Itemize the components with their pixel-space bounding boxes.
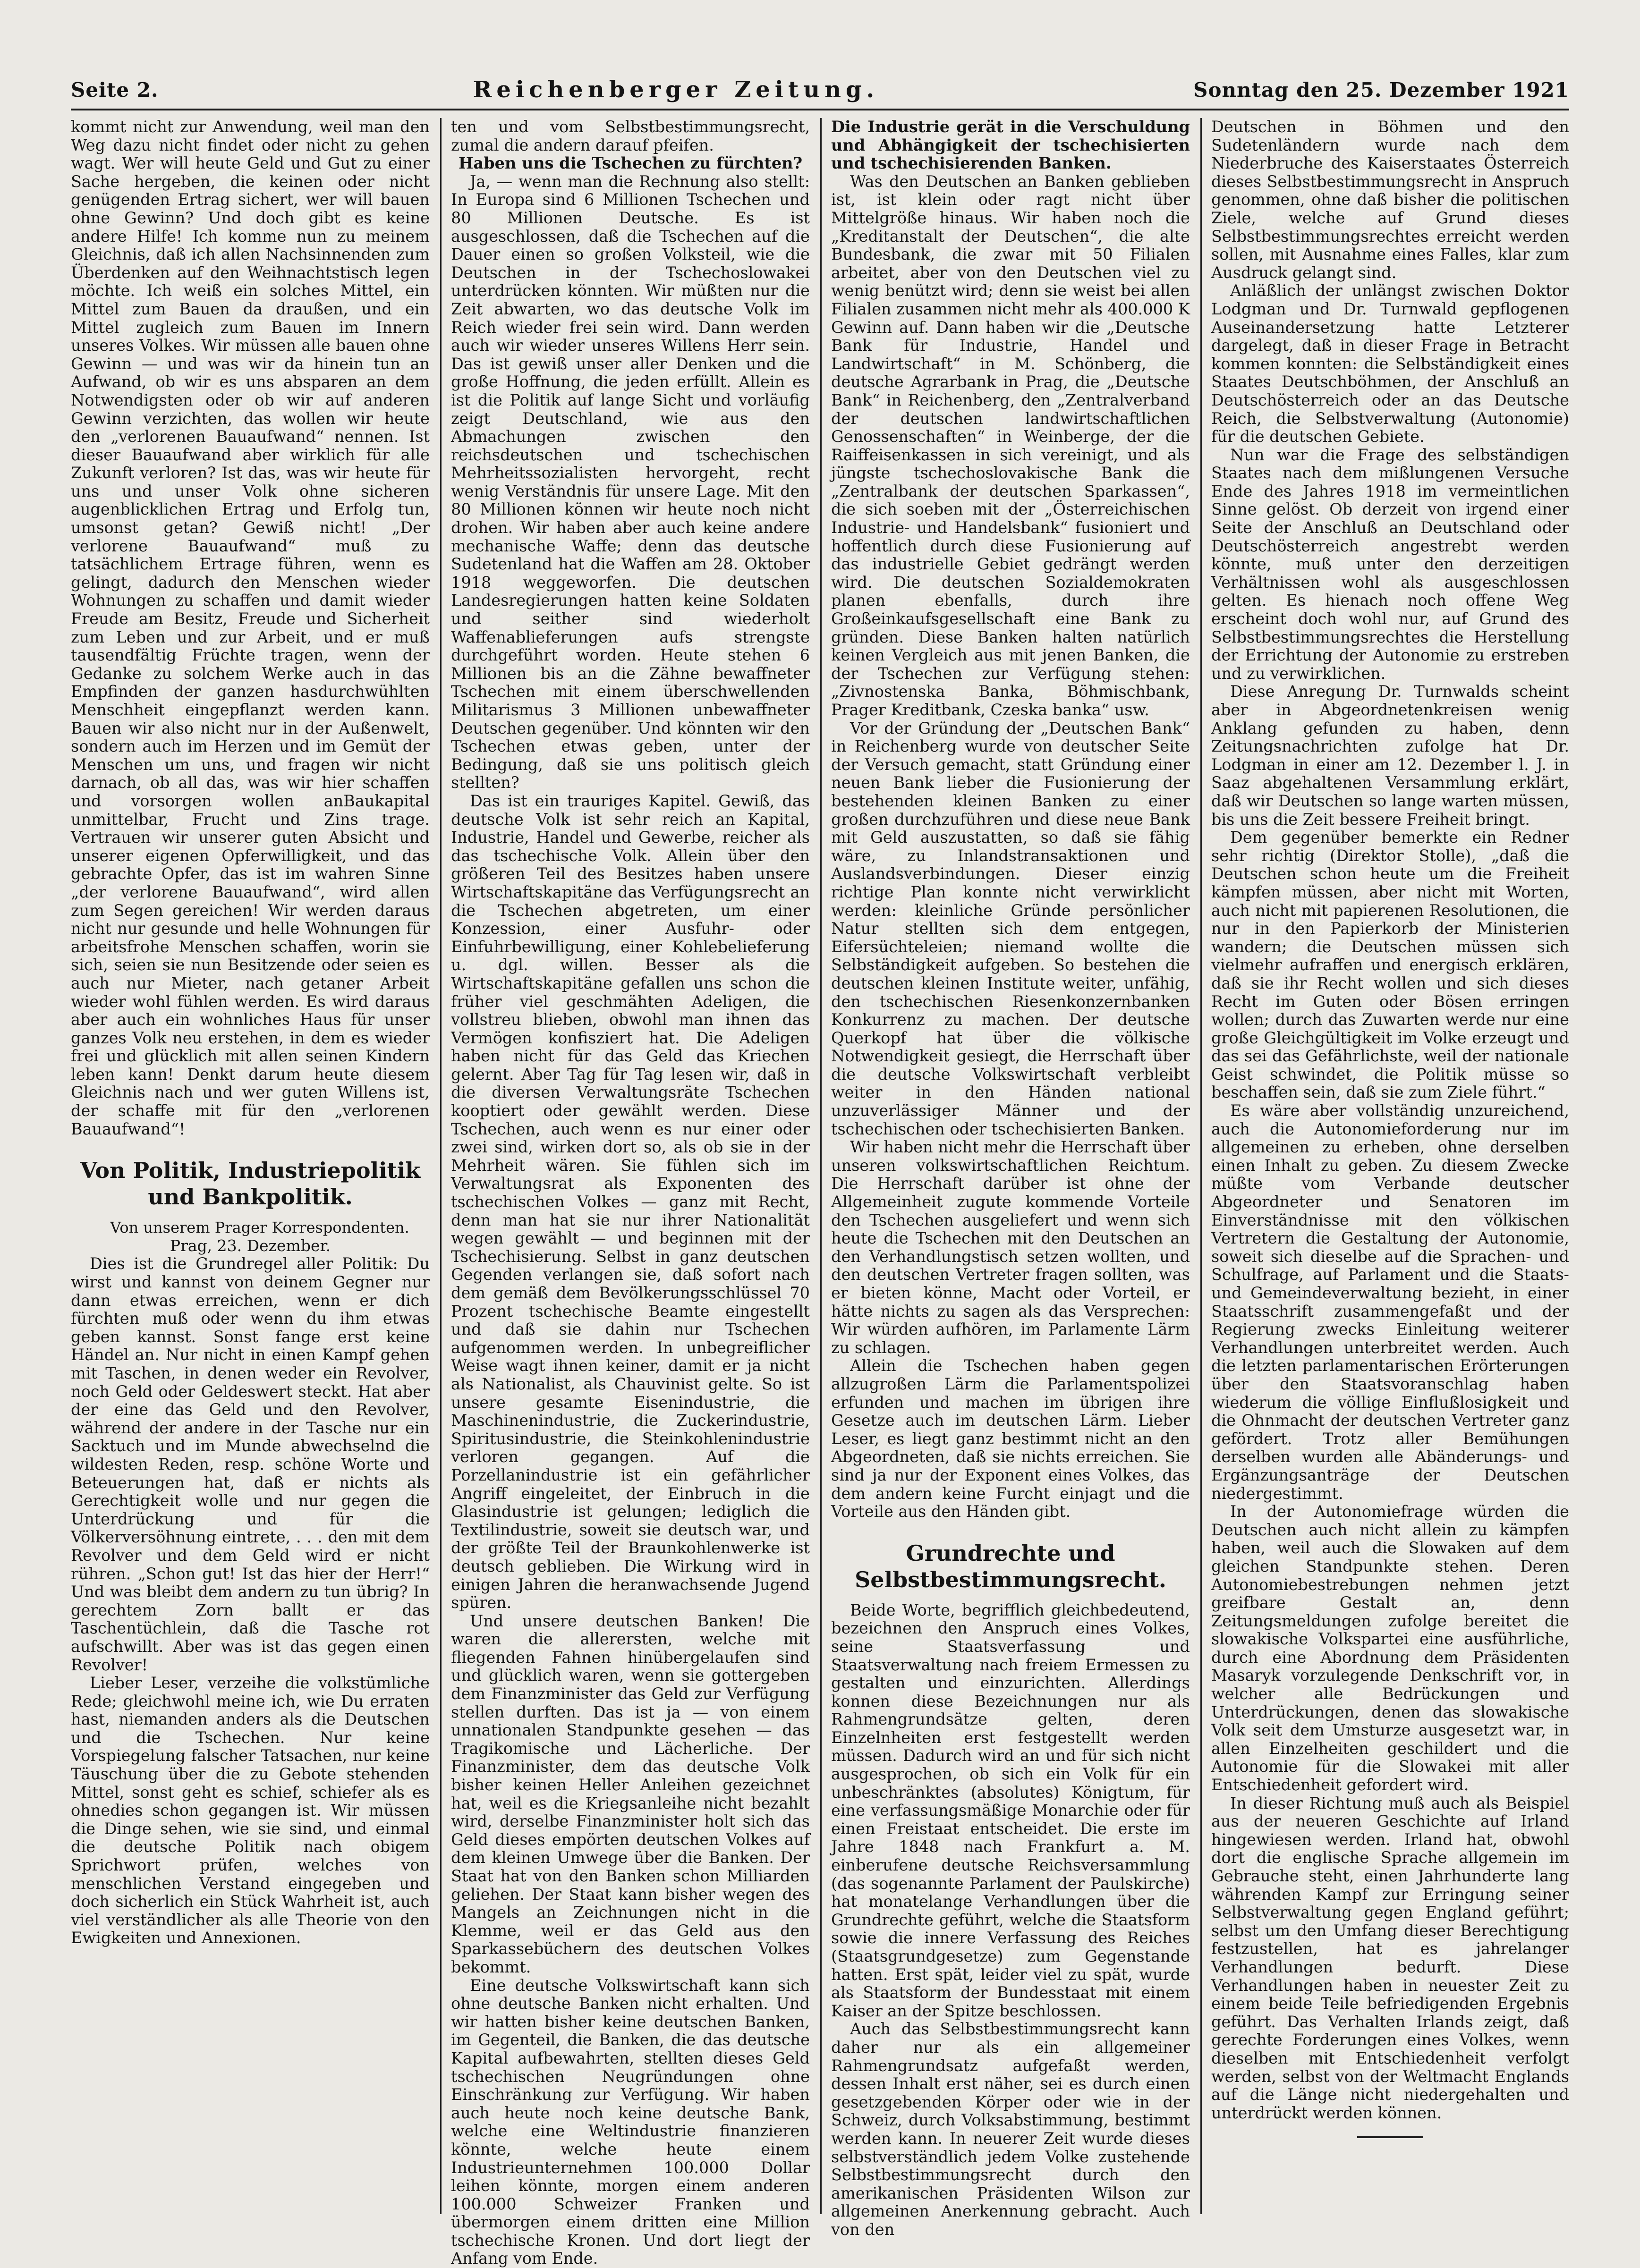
page-number: Seite 2. <box>71 78 159 102</box>
article-text: kommt nicht zur Anwendung, weil man den Weg dazu nicht findet oder nicht zu gehen wagt. Wer will heute Geld und Gut zu einer Sache hergeben, die keinen oder nicht genügenden Ertrag sichert, wer will bauen ohne Gewinn? Und doch gibt es keine andere Hilfe! Ich komme nun zu meinem Gleichnis, daß ich allen Nachsinnenden zum Überdenken auf den Weihnachtstisch legen möchte. Ich weiß ein solches Mittel, ein Mittel zum Bauen da draußen, und ein Mittel zugleich zum Bauen im Innern unseres Volkes. Wir müssen alle bauen ohne Gewinn — und was wir da hinein tun an Aufwand, ob wir es uns absparen an dem Notwendigsten oder ob wir auf anderen Gewinn verzichten, das wollen wir heute den „verlorenen Bauaufwand“ nennen. Ist dieser Bauaufwand aber wirklich für alle Zukunft verloren? Ist das, was wir heute für uns und unser Volk ohne sicheren augenblicklichen Ertrag und Erfolg tun, umsonst getan? Gewiß nicht! „Der verlorene Bauaufwand“ muß zu tatsächlichem Ertrage führen, wenn es gelingt, dadurch den Menschen wieder Wohnungen zu schaffen und damit wieder Freude am Besitz, Freude und Sicherheit zum Leben und zur Arbeit, und er muß tausendfältig Früchte tragen, wenn der Gedanke zu solchem Werke auch in das Empfinden der ganzen hasdurchwühlten Menschheit eingepflanzt werden kann. Bauen wir also nicht nur in der Außenwelt, sondern auch im Herzen und im Gemüt der Menschen um uns, und fragen wir nicht darnach, ob all das, was wir hier schaffen und vorsorgen wollen anBaukapital unmittelbar, Frucht und Zins trage. Vertrauen wir unserer guten Absicht und unserer eigenen Opferwilligkeit, und das gebrachte Opfer, das ist im wahren Sinne „der verlorene Bauaufwand“, wird allen zum Segen gereichen! Wir werden daraus nicht nur gesunde und helle Wohnungen für arbeitsfrohe Menschen schaffen, worin sie sich, seien sie nun Besitzende oder seien es auch nur Mieter, nach getaner Arbeit wieder wohl fühlen werden. Es wird daraus aber auch ein wohnliches Haus für unser ganzes Volk neu erstehen, in dem es wieder frei und glücklich mit allen seinen Kindern leben kann! Denkt darum heute diesem Gleichnis nach und wer guten Willens ist, der schaffe mit für den „verlorenen Bauaufwand“! <box>71 118 430 1138</box>
article-text: Auch das Selbstbestimmungsrecht kann daher nur als ein allgemeiner Rahmengrundsatz aufgefaßt werden, dessen Inhalt erst näher, sei es durch einen gesetzgebenden Körper oder wie in der Schweiz, durch Volksabstimmung, bestimmt werden kann. In neuerer Zeit wurde dieses selbstverständlich jedem Volke zustehende Selbstbestimmungsrecht durch den amerikanischen Präsidenten Wilson zur allgemeinen Anerkennung gebracht. Auch von den <box>831 2020 1190 2239</box>
article-text: Eine deutsche Volkswirtschaft kann sich ohne deutsche Banken nicht erhalten. Und wir hatten bisher keine deutschen Banken, im Gegenteil, die Banken, die das deutsche Kapital aufbewahrten, stellten dieses Geld tschechischen Neugründungen ohne Einschränkung zur Verfügung. Wir haben auch heute noch keine deutsche Bank, welche eine Weltindustrie finanzieren könnte, welche heute einem Industrieunternehmen 100.000 Dollar leihen könnte, morgen einem anderen 100.000 Schweizer Franken und übermorgen einem dritten eine Million tschechische Kronen. Und dort liegt der Anfang vom Ende. <box>451 1976 810 2268</box>
article-headline: Grundrechte und Selbstbestimmungsrecht. <box>855 1540 1166 1592</box>
article-headline: Von Politik, Industriepolitik und Bankpolitik. <box>80 1158 421 1210</box>
article-text: Ja, — wenn man die Rechnung also stellt: In Europa sind 6 Millionen Tschechen und 80 Millionen Deutsche. Es ist ausgeschlossen, daß die Tschechen auf die Dauer einen so großen Volksteil, wie die Deutschen in der Tschechoslowakei unterdrücken könnten. Wir müßten nur die Zeit abwarten, wo das deutsche Volk im Reich wieder frei sein wird. Dann werden auch wir wieder unseres Willens Herr sein. Das ist gewiß unser aller Denken und die große Hoffnung, die jeden erfüllt. Allein es ist die Politik auf lange Sicht und vorläufig zeigt Deutschland, wie aus den Abmachungen zwischen den reichsdeutschen und tschechischen Mehrheitssozialisten hervorgeht, recht wenig Verständnis für unsere Lage. Mit den 80 Millionen können wir heute noch nicht drohen. Wir haben aber auch keine andere mechanische Waffe; denn das deutsche Sudetenland hat die Waffen am 28. Oktober 1918 weggeworfen. Die deutschen Landesregierungen hatten keine Soldaten und seither sind wiederholt Waffenablieferungen aufs strengste durchgeführt worden. Heute stehen 6 Millionen bis an die Zähne bewaffneter Tschechen mit einem überschwellenden Militarismus 3 Millionen unbewaffneter Deutschen gegenüber. Und könnten wir den Tschechen etwas geben, unter der Bedingung, daß sie uns politisch gleich stellten? <box>451 172 810 792</box>
article-text: Das ist ein trauriges Kapitel. Gewiß, das deutsche Volk ist sehr reich an Kapital, Industrie, Handel und Gewerbe, reicher als das tschechische Volk. Allein über den größeren Teil des Besitzes haben unsere Wirtschaftskapitäne das Verfügungsrecht an die Tschechen abgetreten, um einer Konzession, einer Ausfuhr- oder Einfuhrbewilligung, einer Kohlebelieferung u. dgl. willen. Besser als die Wirtschaftskapitäne gefallen uns schon die früher viel geschmähten Adeligen, die vollstreu blieben, obwohl man ihnen das Vermögen konfisziert hat. Die Adeligen haben nicht für das Geld das Kriechen gelernt. Aber Tag für Tag lesen wir, daß in die diversen Verwaltungsräte Tschechen kooptiert oder gewählt werden. Diese Tschechen, auch wenn es nur einer oder zwei sind, wirken dort so, als ob sie in der Mehrheit wären. Sie fühlen sich im Verwaltungsrat als Exponenten des tschechischen Volkes — ganz mit Recht, denn man hat sie nur ihrer Nationalität wegen gewählt — und beginnen mit der Tschechisierung. Selbst in ganz deutschen Gegenden verlangen sie, daß sofort nach dem gemäß dem Bevölkerungsschlüssel 70 Prozent tschechische Beamte eingestellt und daß sie dahin nur Tschechen aufgenommen werden. In unbegreiflicher Weise wagt ihnen keiner, damit er ja nicht als Nationalist, als Chauvinist gelte. So ist unsere gesamte Eisenindustrie, die Maschinenindustrie, die Zuckerindustrie, Spiritusindustrie, die Steinkohlenindustrie verloren gegangen. Auf die Porzellanindustrie ist ein gefährlicher Angriff eingeleitet, der Einbruch in die Glasindustrie ist gelungen; lediglich die Textilindustrie, soweit sie deutsch war, und der größte Teil der Braunkohlenwerke ist deutsch geblieben. Die Wirkung wird in einigen Jahren die heranwachsende Jugend spüren. <box>451 791 810 1612</box>
article-text: Deutschen in Böhmen und den Sudetenländern wurde nach dem Niederbruche des Kaiserstaates Österreich dieses Selbstbestimmungsrecht in Anspruch genommen, ohne daß bisher die politischen Ziele, welche auf Grund dieses Selbstbestimmungsrechtes erreicht werden sollen, mit Ausnahme eines Falles, klar zum Ausdruck gelangt sind. <box>1211 118 1569 282</box>
column-2 <box>451 118 810 2268</box>
article-byline: Von unserem Prager Korrespondenten. <box>110 1219 409 1237</box>
article-dateline: Prag, 23. Dezember. <box>170 1236 331 1255</box>
column-1 <box>71 118 430 2205</box>
article-text: ten und vom Selbstbestimmungsrecht, zumal die andern darauf pfeifen. <box>451 118 810 154</box>
columns <box>71 118 1569 2268</box>
column-4 <box>1211 118 1569 2205</box>
article-text: Beide Worte, begrifflich gleichbedeutend, bezeichnen den Anspruch eines Volkes, seine Staatsverfassung und Staatsverwaltung nach freiem Ermessen zu gestalten und einzurichten. Allerdings konnen diese Bezeichnungen nur als Rahmengrundsätze gelten, deren Einzelnheiten erst festgestellt werden müssen. Dadurch wird an und für sich nicht ausgesprochen, ob sich ein Volk für ein unbeschränktes (absolutes) Königtum, für eine verfassungsmäßige Monarchie oder für einen Freistaat entscheidet. Die erste im Jahre 1848 nach Frankfurt a. M. einberufene deutsche Reichsversammlung (das sogenannte Parlament der Paulskirche) hat monatelange Verhandlungen über die Grundrechte geführt, welche die Staatsform sowie die innere Verfassung des Reiches (Staatsgrundgesetze) zum Gegenstande hatten. Erst spät, leider viel zu spät, wurde als Staatsform der Bundesstaat mit einem Kaiser an der Spitze beschlossen. <box>831 1600 1190 2020</box>
article-text: Nun war die Frage des selbständigen Staates nach dem mißlungenen Versuche Ende des Jahres 1918 im vermeintlichen Sinne gelöst. Ob derzeit von irgend einer Seite der Anschluß an Deutschland oder Deutschösterreich angestrebt werden könnte, muß unter den derzeitigen Verhältnissen wohl als ausgeschlossen gelten. Es hienach noch offene Weg erscheint doch wohl nur, auf Grund des Selbstbestimmungsrechtes die Herstellung der Errichtung der Autonomie zu erstreben und zu verwirklichen. <box>1211 445 1569 683</box>
column-rule <box>440 118 442 2214</box>
article-text: In der Autonomiefrage würden die Deutschen auch nicht allein zu kämpfen haben, weil auch die Slowaken auf dem gleichen Standpunkte stehen. Deren Autonomiebestrebungen nehmen jetzt greifbare Gestalt an, denn Zeitungsmeldungen zufolge bereitet die slowakische Volkspartei eine ausführliche, durch eine Abordnung dem Präsidenten Masaryk vorzulegende Denkschrift vor, in welcher alle Bedrückungen und Unterdrückungen, denen das slowakische Volk seit dem Umsturze ausgesetzt war, in allen Einzelheiten geschildert und die Autonomie für die Slowakei mit aller Entschiedenheit gefordert wird. <box>1211 1502 1569 1794</box>
article-text: Lieber Leser, verzeihe die volkstümliche Rede; gleichwohl meine ich, wie Du erraten hast, niemanden anders als die Deutschen und die Tschechen. Nur keine Vorspiegelung falscher Tatsachen, nur keine Täuschung über die zu Gebote stehenden Mittel, sonst geht es schief, schiefer als es ohnedies schon gegangen ist. Wir müssen die Dinge sehen, wie sie sind, und einmal die deutsche Politik nach obigem Sprichwort prüfen, welches von menschlichen Verstand eingegeben und doch sicherlich ein Stück Wahrheit ist, auch viel verständlicher als alle Theorie von den Ewigkeiten und Annexionen. <box>71 1674 430 1947</box>
article-text: Was den Deutschen an Banken geblieben ist, ist klein oder ragt nicht über Mittelgröße hinaus. Wir haben noch die „Kreditanstalt der Deutschen“, die alte Bundesbank, die zwar mit 50 Filialen arbeitet, aber von den Deutschen viel zu wenig benützt wird; denn sie weist bei allen Filialen zusammen nicht mehr als 400.000 K Gewinn auf. Dann haben wir die „Deutsche Bank für Industrie, Handel und Landwirtschaft“ in M. Schönberg, die deutsche Agrarbank in Prag, die „Deutsche Bank“ in Reichenberg, den „Zentralverband der deutschen landwirtschaftlichen Genossenschaften“ in Weinberge, der die Raiffeisenkassen in sich vereinigt, und als jüngste tschechoslovakische Bank die „Zentralbank der deutschen Sparkassen“, die sich soeben mit der „Österreichischen Industrie- und Handelsbank“ fusioniert und hoffentlich durch diese Fusionierung auf das industrielle Gebiet gedrängt werden wird. Die deutschen Sozialdemokraten planen ebenfalls, durch ihre Großeinkaufsgesellschaft eine Bank zu gründen. Diese Banken halten natürlich keinen Vergleich aus mit jenen Banken, die der Tschechen zur Verfügung stehen: „Zivnostenska Banka, Böhmischbank, Prager Kreditbank, Czeska banka“ usw. <box>831 172 1190 719</box>
article-text: Allein die Tschechen haben gegen allzugroßen Lärm die Parlamentspolizei erfunden und machen im übrigen ihre Gesetze auch im deutschen Lärm. Lieber Leser, es liegt ganz bestimmt nicht an den Abgeordneten, daß sie nichts erreichen. Sie sind ja nur der Exponent eines Volkes, das dem andern keine Furcht einjagt und die Vorteile aus den Händen gibt. <box>831 1356 1190 1521</box>
article-subheading: Haben uns die Tschechen zu fürchten? <box>458 154 803 173</box>
article-text: Und unsere deutschen Banken! Die waren die allerersten, welche mit fliegenden Fahnen hinübergelaufen sind und glücklich waren, wenn sie gottergeben dem Finanzminister das Geld zur Verfügung stellen durften. Das ist ja — von einem unnationalen Standpunkte gesehen — das Tragikomische und Lächerliche. Der Finanzminister, dem das deutsche Volk bisher keinen Heller Anleihen gezeichnet hat, weil es die Kriegsanleihe nicht bezahlt wird, derselbe Finanzminister holt sich das Geld dieses empörten deutschen Volkes auf dem kleinen Umwege über die Banken. Der Staat hat von den Banken schon Milliarden geliehen. Der Staat kann bisher wegen des Mangels an Zeichnungen nicht in die Klemme, weil er das Geld aus den Sparkassebüchern des deutschen Volkes bekommt. <box>451 1611 810 1976</box>
article-text: Anläßlich der unlängst zwischen Doktor Lodgman und Dr. Turnwald gepflogenen Auseinandersetzung hatte Letzterer dargelegt, daß in dieser Frage in Betracht kommen konnten: die Selbständigkeit eines Staates Deutschböhmen, der Anschluß an Deutschösterreich oder an das Deutsche Reich, die Selbstverwaltung (Autonomie) für die deutschen Gebiete. <box>1211 281 1569 446</box>
column-rule <box>1200 118 1202 2214</box>
column-3 <box>831 118 1190 2239</box>
article-text: In dieser Richtung muß auch als Beispiel aus der neueren Geschichte auf Irland hingewiesen werden. Irland hat, obwohl dort die englische Sprache allgemein im Gebrauche steht, einen Jahrhunderte lang währenden Kampf zur Erringung seiner Selbstverwaltung gegen England geführt; selbst um den Umfang dieser Berechtigung festzustellen, hat es jahrelanger Verhandlungen bedurft. Diese Verhandlungen haben in neuester Zeit zu einem beide Teile befriedigenden Ergebnis geführt. Das Verhalten Irlands zeigt, daß gerechte Forderungen eines Volkes, wenn dieselben mit Entschiedenheit verfolgt werden, selbst von der Weltmacht Englands auf die Länge nicht niedergehalten und unterdrückt werden können. <box>1211 1794 1569 2122</box>
article-text: Vor der Gründung der „Deutschen Bank“ in Reichenberg wurde von deutscher Seite der Versuch gemacht, statt Gründung einer neuen Bank lieber die Fusionierung der bestehenden kleinen Banken zu einer großen durchzuführen und diese neue Bank mit Geld auszustatten, so daß sie fähig wäre, zu Inlandstransaktionen und Auslandsverbindungen. Dieser einzig richtige Plan konnte nicht verwirklicht werden: kleinliche Gründe persönlicher Natur stellten sich dem entgegen, Eifersüchteleien; niemand wollte die Selbständigkeit aufgeben. So bestehen die deutschen kleinen Institute weiter, unfähig, den tschechischen Riesenkonzernbanken Konkurrenz zu machen. Der deutsche Querkopf hat über die völkische Notwendigkeit gesiegt, die Herrschaft über die deutsche Volkswirtschaft verbleibt weiter in den Händen national unzuverlässiger Männer und der tschechischen oder tschechisierten Banken. <box>831 719 1190 1138</box>
column-rule <box>820 118 822 2214</box>
article-text: Dem gegenüber bemerkte ein Redner sehr richtig (Direktor Stolle), „daß die Deutschen schon heute um die Freiheit kämpfen müssen, aber nicht mit Worten, auch nicht mit papierenen Resolutionen, die nur in den Papierkorb der Ministerien wandern; die Deutschen müssen sich vielmehr aufraffen und energisch erklären, daß sie ihr Recht wollen und sich dieses Recht im Guten oder Bösen erringen wollen; durch das Zuwarten werde nur eine große Gleichgültigkeit im Volke erzeugt und das sei das Gefährlichste, weil der nationale Geist schwindet, die Politik müsse so beschaffen sein, daß sie zum Ziele führt.“ <box>1211 828 1569 1102</box>
article-text: Wir haben nicht mehr die Herrschaft über unseren volkswirtschaftlichen Reichtum. Die Herrschaft darüber ist ohne der Allgemeinheit zugute kommende Vorteile den Tschechen ausgeliefert und wenn sich heute die Tschechen mit den Deutschen an den Verhandlungstisch setzen wollten, und den deutschen Vertreter fragen sollten, was er bieten könne, Macht oder Vorteil, er hätte nichts zu sagen als das Versprechen: Wir würden aufhören, im Parlamente Lärm zu schlagen. <box>831 1138 1190 1357</box>
newspaper-title: Reichenberger Zeitung. <box>473 76 879 103</box>
article-text: Die Industrie gerät in die Verschuldung und Abhängigkeit der tschechisierten und tschechisierenden Banken. <box>831 118 1190 173</box>
article-text: Es wäre aber vollständig unzureichend, auch die Autonomieforderung nur im allgemeinen zu erheben, ohne derselben einen Inhalt zu geben. Zu diesem Zwecke müßte vom Verbande deutscher Abgeordneter und Senatoren im Einverständnisse mit den völkischen Vertretern die Gestaltung der Autonomie, soweit sich dieselbe auf die Sprachen- und Schulfrage, auf Parlament und die Staats- und Gemeindeverwaltung bezieht, in einer Staatsschrift zusammengefaßt und der Regierung zwecks Einleitung weiterer Verhandlungen unterbreitet werden. Auch die letzten parlamentarischen Erörterungen über den Staatsvoranschlag haben wiederum die völlige Einflußlosigkeit und die Ohnmacht der deutschen Vertreter ganz gefördert. Trotz aller Bemühungen derselben wurden alle Abänderungs- und Ergänzungsanträge der Deutschen niedergestimmt. <box>1211 1101 1569 1503</box>
article-text: Diese Anregung Dr. Turnwalds scheint aber in Abgeordnetenkreisen wenig Anklang gefunden zu haben, denn Zeitungsnachrichten zufolge hat Dr. Lodgman in einer am 12. Dezember l. J. in Saaz abgehaltenen Versammlung erklärt, daß wir Deutschen so lange warten müssen, bis uns die Zeit bessere Freiheit bringt. <box>1211 682 1569 829</box>
end-rule <box>1357 2136 1423 2138</box>
issue-date: Sonntag den 25. Dezember 1921 <box>1193 78 1569 102</box>
masthead <box>71 71 1569 110</box>
article-text: Dies ist die Grundregel aller Politik: Du wirst und kannst von deinem Gegner nur dann etwas erreichen, wenn er dich fürchten muß oder wenn du ihm etwas geben kannst. Sonst fange erst keine Händel an. Nur nicht in einen Kampf gehen mit Taschen, in denen weder ein Revolver, noch Geld oder Geldeswert steckt. Hat aber der eine das Geld und den Revolver, während der andere in der Tasche nur ein Sacktuch und im Munde abwechselnd die wildesten Reden, resp. schöne Worte und Beteuerungen hat, daß er nichts als Gerechtigkeit wolle und nur gegen die Unterdrückung und für die Völkerversöhnung eintrete, . . . den mit dem Revolver und dem Geld wird er nicht rühren. „Schon gut! Ist das hier der Herr!“ Und was bleibt dem andern zu tun übrig? In gerechtem Zorn ballt er das Taschentüchlein, daß die Tasche rot aufschwillt. Aber was ist das gegen einen Revolver! <box>71 1254 430 1674</box>
